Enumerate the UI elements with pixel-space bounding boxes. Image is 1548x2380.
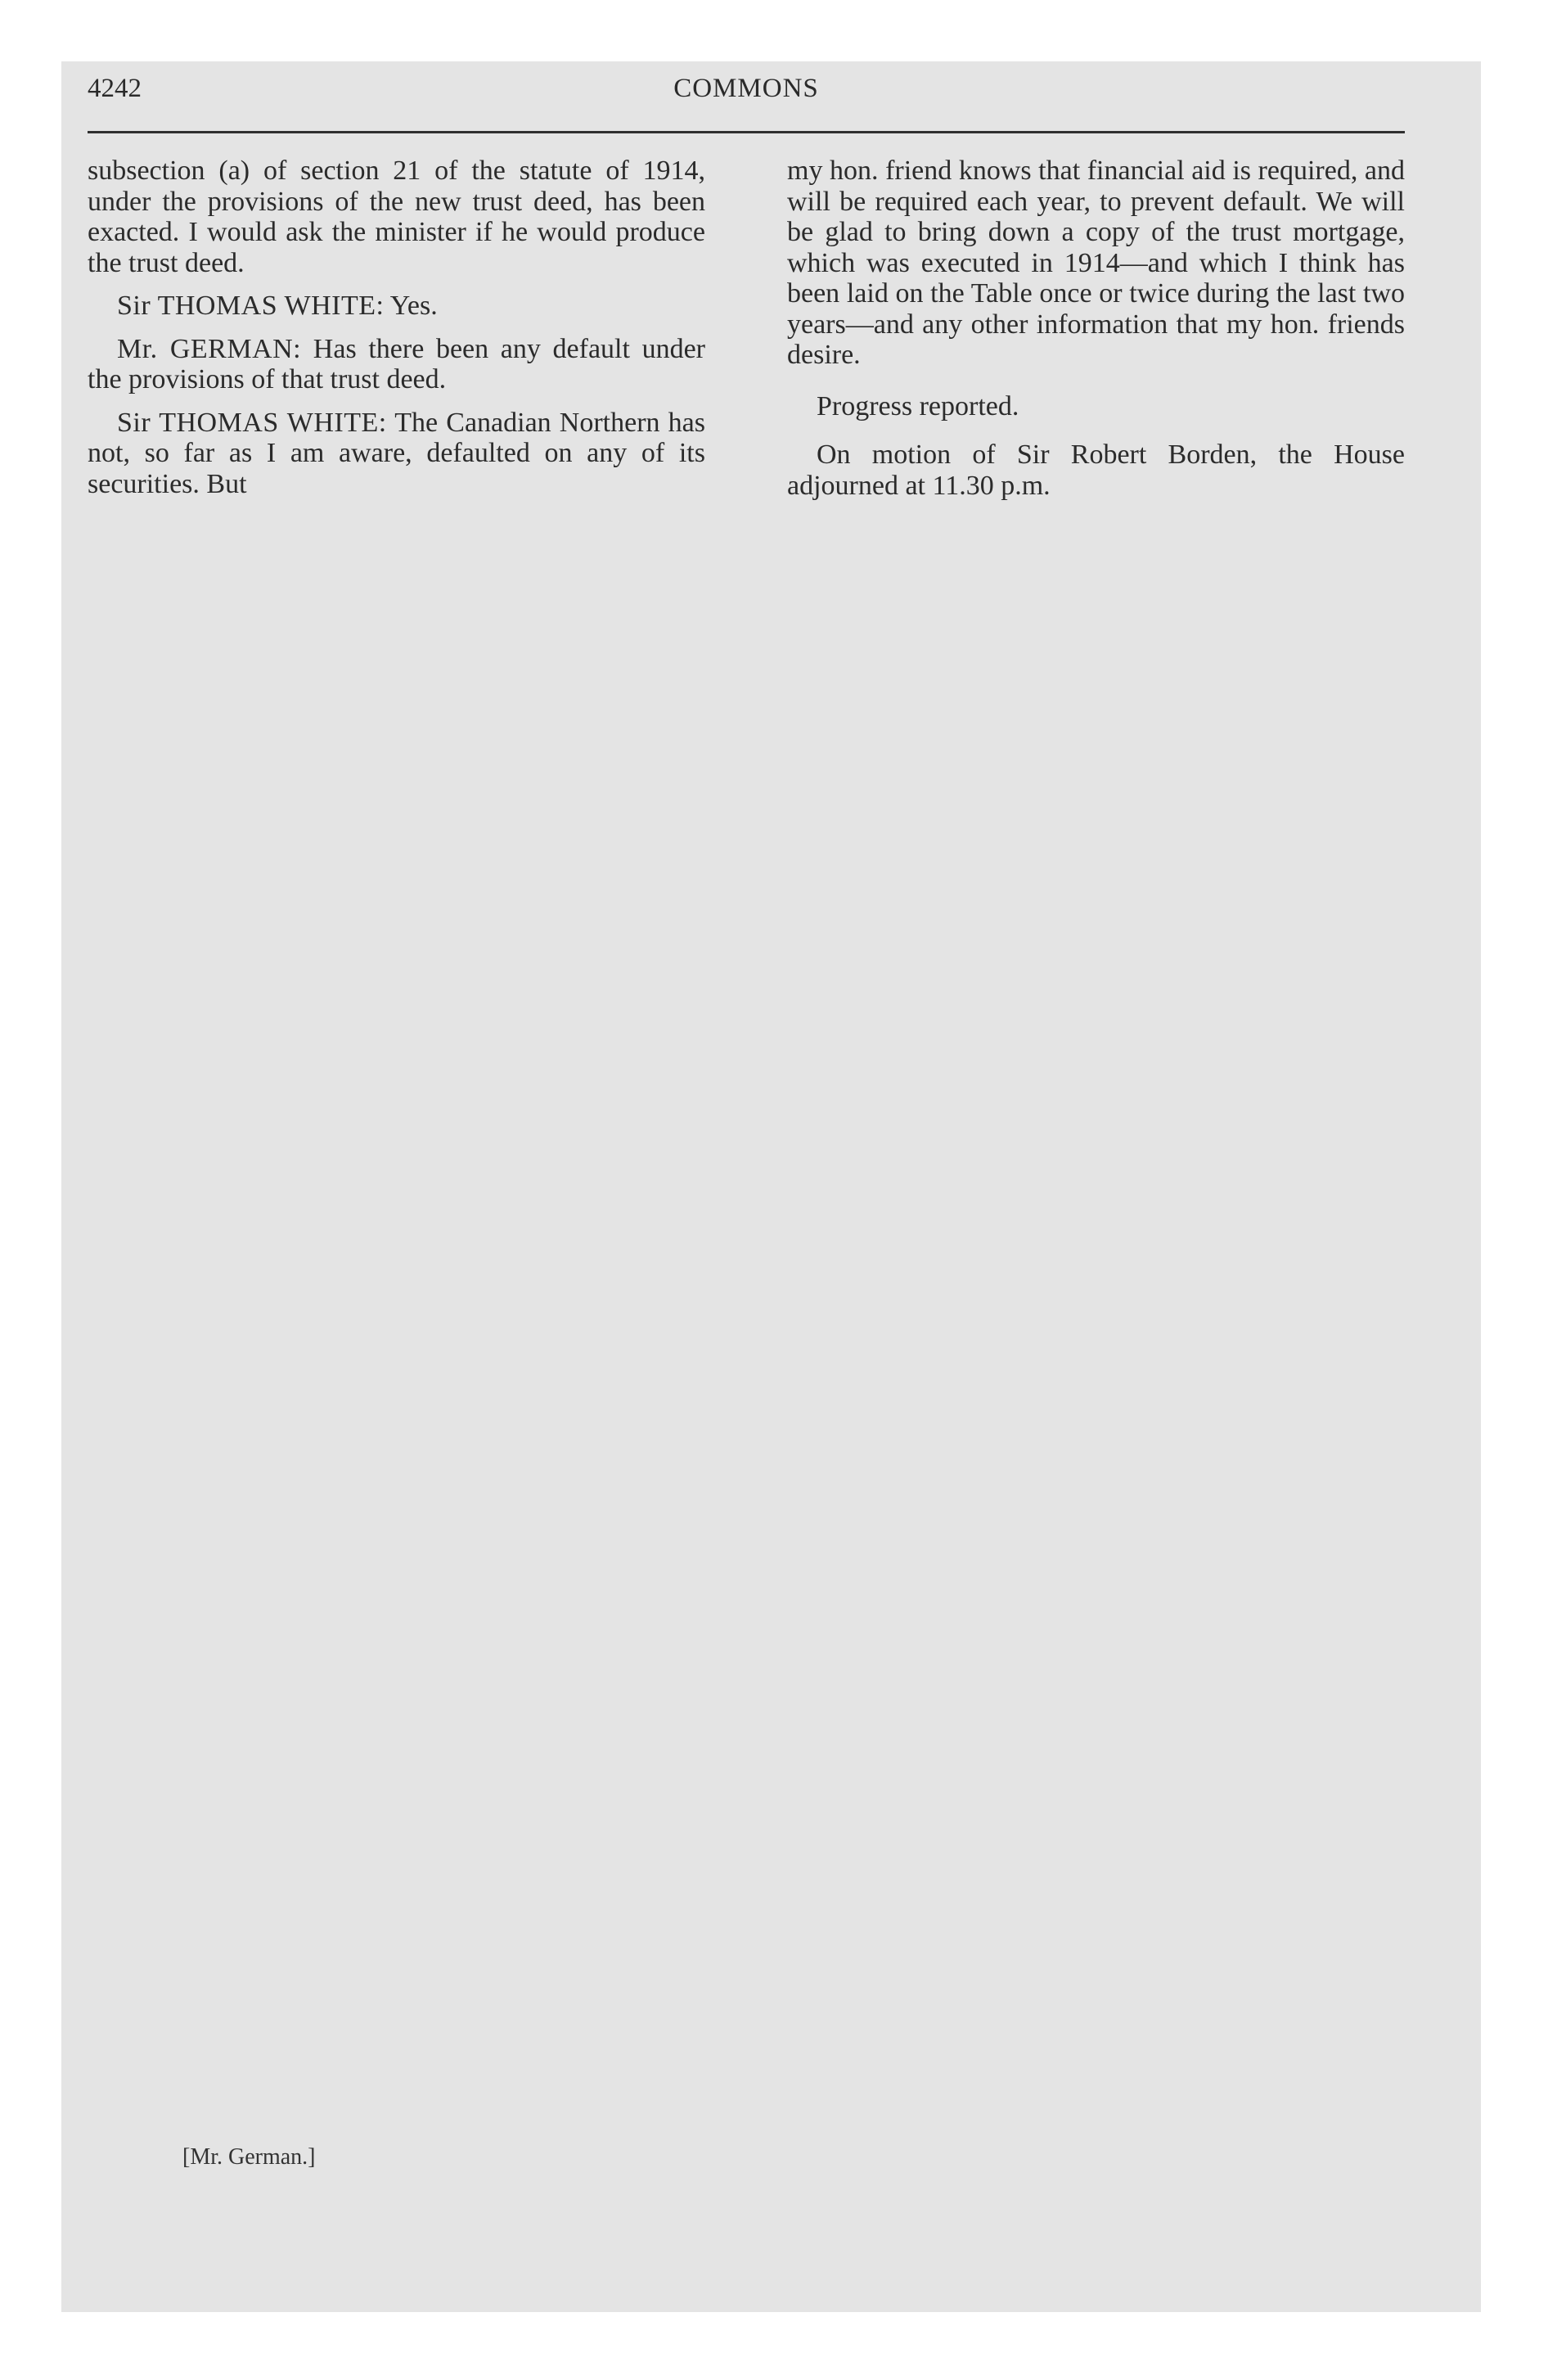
footer-speaker-note: [Mr. German.]	[182, 2144, 316, 2170]
page-header	[88, 74, 1405, 123]
speech-paragraph	[88, 334, 705, 395]
speaker-name: Mr. GERMAN:	[117, 333, 302, 364]
speaker-name: Sir THOMAS WHITE:	[117, 291, 385, 321]
running-head: COMMONS	[673, 74, 819, 103]
speaker-name: Sir THOMAS WHITE:	[117, 407, 387, 438]
header-rule	[88, 131, 1405, 133]
left-column	[88, 156, 705, 512]
progress-note: Progress reported.	[817, 390, 1019, 421]
paragraph: my hon. friend knows that financial aid is required, and will be required each year, to prevent default. We will be glad to bring down a copy of the trust mortgage, which was executed in 1914—and which I think has been laid on the Table once or twice during the last two years—and any other information that my hon. friends desire.	[787, 156, 1405, 370]
adjournment-paragraph: On motion of Sir Robert Borden, the House adjourned at 11.30 p.m.	[787, 439, 1405, 501]
speech-text: The Canadian Northern has not, so far as I am aware, defaulted on any of its securities. But	[88, 407, 705, 499]
speech-paragraph	[88, 291, 705, 322]
paragraph: subsection (a) of section 21 of the statute of 1914, under the provisions of the new trust deed, has been exacted. I would ask the minister if he would produce the trust deed.	[88, 156, 705, 278]
speech-text: Yes.	[389, 291, 438, 321]
speech-paragraph	[88, 408, 705, 500]
speech-text: Has there been any default under the provisions of that trust deed.	[88, 333, 705, 394]
right-column	[787, 156, 1405, 513]
page-number: 4242	[88, 74, 142, 103]
